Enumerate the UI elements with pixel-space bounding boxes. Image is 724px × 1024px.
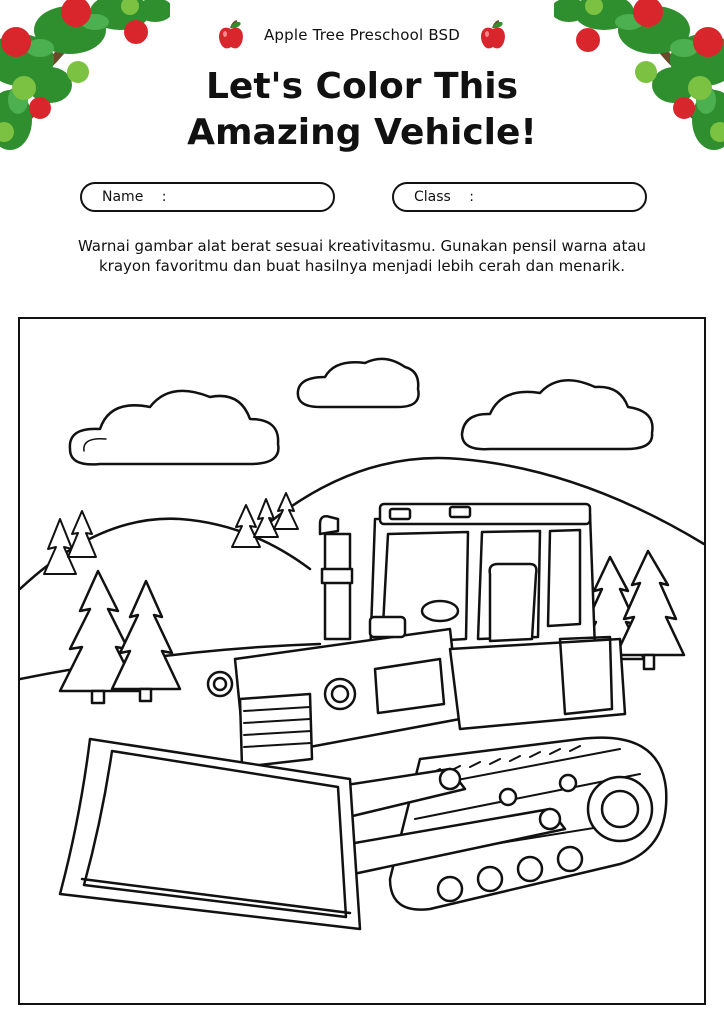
cloud	[462, 380, 653, 449]
page-title	[0, 64, 724, 156]
apple-icon	[217, 20, 245, 50]
instructions-line-1: Warnai gambar alat berat sesuai kreativitasmu. Gunakan pensil warna atau	[77, 237, 647, 255]
pine-tree	[60, 571, 180, 703]
bulldozer-coloring-picture	[20, 319, 704, 1003]
instructions	[30, 236, 694, 276]
class-separator: :	[469, 189, 475, 205]
cloud	[70, 391, 279, 465]
cloud	[298, 359, 419, 407]
instructions-line-2: krayon favoritmu dan buat hasilnya menjadi lebih cerah dan menarik.	[98, 257, 625, 275]
school-name: Apple Tree Preschool BSD	[263, 26, 461, 44]
name-label: Name	[102, 189, 144, 205]
class-field[interactable]	[392, 182, 647, 212]
title-line-2: Amazing Vehicle!	[187, 112, 537, 153]
name-separator: :	[161, 189, 167, 205]
coloring-frame	[18, 317, 706, 1005]
title-line-1: Let's Color This	[205, 66, 518, 107]
class-label: Class	[414, 189, 451, 205]
bulldozer	[60, 504, 666, 929]
pine-tree	[44, 493, 298, 574]
apple-icon	[479, 20, 507, 50]
name-field[interactable]	[80, 182, 335, 212]
school-name-row	[0, 20, 724, 50]
